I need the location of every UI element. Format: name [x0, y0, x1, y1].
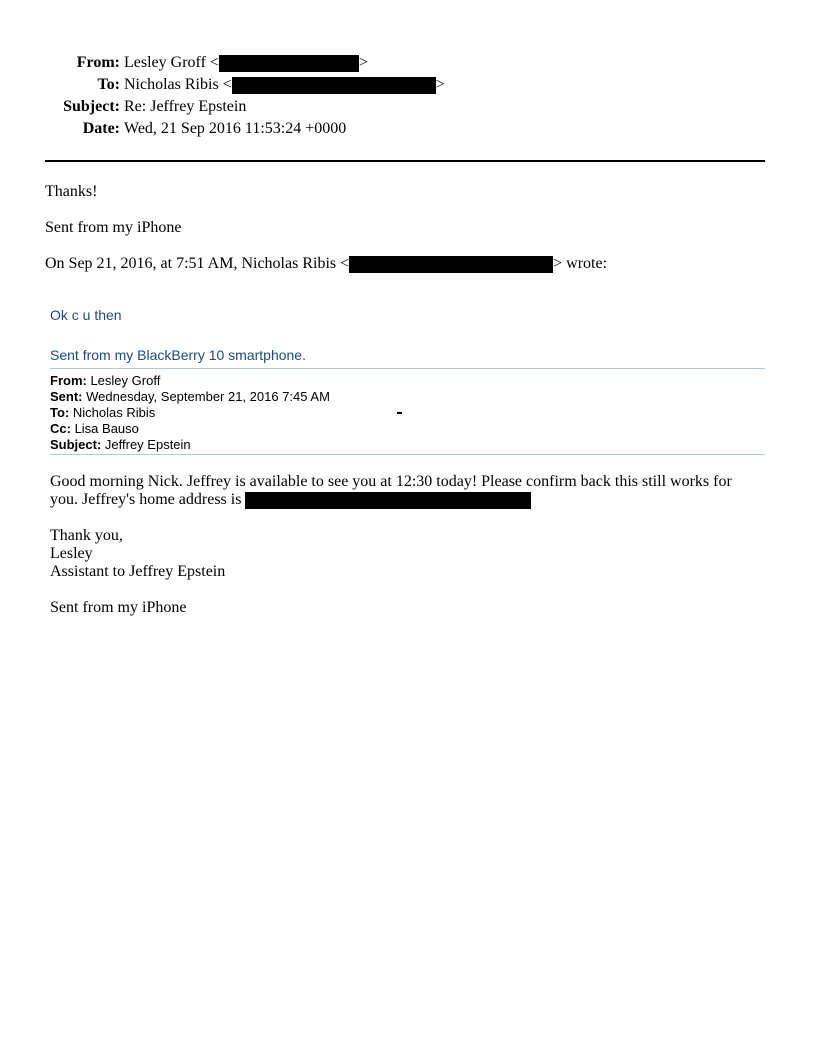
redaction-box — [245, 492, 531, 509]
quote-intro-prefix: On Sep 21, 2016, at 7:51 AM, Nicholas Ribis < — [45, 255, 350, 272]
fwd-sent-label: Sent: — [50, 389, 83, 404]
fwd-subject-label: Subject: — [50, 437, 102, 452]
quote-intro — [45, 254, 607, 274]
date-label: Date: — [82, 120, 120, 137]
quoted-divider-bottom — [50, 454, 765, 455]
signer-name: Lesley — [50, 545, 93, 562]
fwd-cc-row — [50, 421, 330, 437]
header-divider — [45, 160, 765, 162]
fwd-from-row — [50, 373, 330, 389]
fwd-cc-label: Cc: — [50, 421, 71, 436]
fwd-to-label: To: — [50, 405, 70, 420]
subject-row — [40, 96, 445, 118]
fwd-subject-value: Jeffrey Epstein — [101, 437, 191, 452]
redaction-box — [219, 55, 359, 72]
fwd-from-label: From: — [50, 373, 87, 388]
message-closing-block — [50, 527, 225, 581]
to-close: > — [435, 76, 445, 93]
closing: Thank you, — [50, 527, 123, 544]
email-header — [40, 52, 445, 140]
from-label: From: — [76, 54, 120, 71]
date-row — [40, 118, 445, 140]
quoted-line-1: Ok c u then — [50, 307, 122, 323]
fwd-subject-row — [50, 437, 330, 453]
redaction-box — [349, 256, 553, 273]
reply-signature: Sent from my iPhone — [45, 219, 182, 236]
message-paragraph — [50, 473, 732, 509]
fwd-to-value: Nicholas Ribis — [69, 405, 156, 420]
from-close: > — [358, 54, 368, 71]
stray-mark — [397, 412, 402, 414]
fwd-sent-value: Wednesday, September 21, 2016 7:45 AM — [82, 389, 330, 404]
message-line-2-text: you. Jeffrey's home address is — [50, 491, 246, 508]
reply-thanks: Thanks! — [45, 183, 98, 200]
date-value: Wed, 21 Sep 2016 11:53:24 +0000 — [124, 120, 347, 137]
signer-title: Assistant to Jeffrey Epstein — [50, 563, 226, 580]
to-label: To: — [97, 76, 120, 93]
subject-label: Subject: — [63, 98, 120, 115]
fwd-sent-row — [50, 389, 330, 405]
message-line-2 — [50, 491, 732, 509]
from-row — [40, 52, 445, 74]
subject-value: Re: Jeffrey Epstein — [124, 98, 247, 115]
fwd-cc-value: Lisa Bauso — [70, 421, 139, 436]
redaction-box — [232, 77, 436, 94]
to-row — [40, 74, 445, 96]
fwd-from-value: Lesley Groff — [86, 373, 161, 388]
fwd-to-row — [50, 405, 330, 421]
quoted-divider-top — [50, 368, 765, 369]
quote-intro-suffix: > wrote: — [553, 255, 608, 272]
quoted-line-2: Sent from my BlackBerry 10 smartphone. — [50, 347, 306, 363]
forwarded-headers — [50, 373, 330, 453]
from-value: Lesley Groff < — [124, 54, 219, 71]
message-line-1: Good morning Nick. Jeffrey is available to see you at 12:30 today! Please confirm back this still works for — [50, 473, 732, 490]
message-signature: Sent from my iPhone — [50, 599, 187, 616]
to-value: Nicholas Ribis < — [124, 76, 232, 93]
